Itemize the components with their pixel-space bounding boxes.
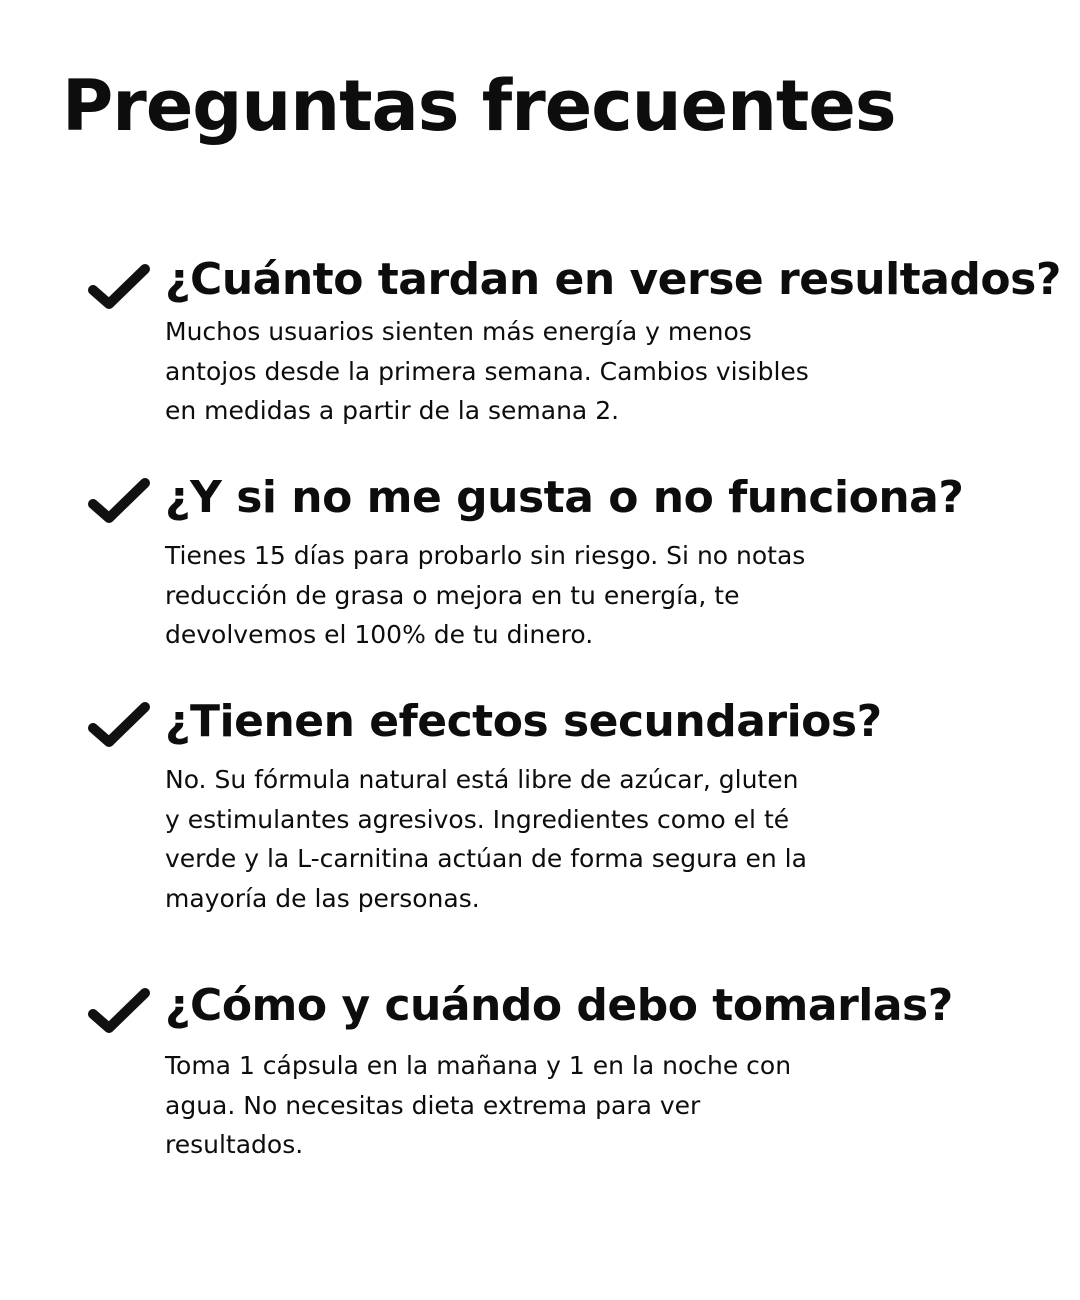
faq-answer (165, 760, 865, 918)
checkmark-icon (88, 702, 150, 748)
checkmark-icon (88, 988, 150, 1034)
answer-line: mayoría de las personas. (165, 883, 480, 913)
page-title: Preguntas frecuentes (62, 65, 896, 147)
faq-answer (165, 312, 865, 431)
answer-line: Muchos usuarios sienten más energía y menos (165, 317, 752, 346)
answer-line: y estimulantes agresivos. Ingredientes como el té (165, 804, 790, 834)
answer-line: en medidas a partir de la semana 2. (165, 396, 620, 425)
faq-question: ¿Y si no me gusta o no funciona? (165, 472, 964, 523)
answer-line: Tienes 15 días para probarlo sin riesgo. Si no notas (165, 541, 806, 570)
answer-line: antojos desde la primera semana. Cambios visibles (165, 356, 809, 386)
answer-line: agua. No necesitas dieta extrema para ver (165, 1090, 701, 1120)
answer-line: resultados. (165, 1130, 304, 1159)
checkmark-icon (88, 264, 150, 310)
answer-line: verde y la L-carnitina actúan de forma segura en la (165, 844, 807, 873)
faq-question: ¿Cuánto tardan en verse resultados? (165, 254, 1061, 305)
checkmark-icon (88, 478, 150, 524)
answer-line: devolvemos el 100% de tu dinero. (165, 620, 594, 649)
answer-line: No. Su fórmula natural está libre de azúcar, gluten (165, 765, 799, 794)
answer-line: Toma 1 cápsula en la mañana y 1 en la noche con (165, 1051, 792, 1080)
faq-answer (165, 1046, 865, 1165)
faq-answer (165, 536, 865, 655)
answer-line: reducción de grasa o mejora en tu energía, te (165, 580, 740, 610)
faq-question: ¿Cómo y cuándo debo tomarlas? (165, 980, 953, 1031)
faq-question: ¿Tienen efectos secundarios? (165, 696, 882, 747)
